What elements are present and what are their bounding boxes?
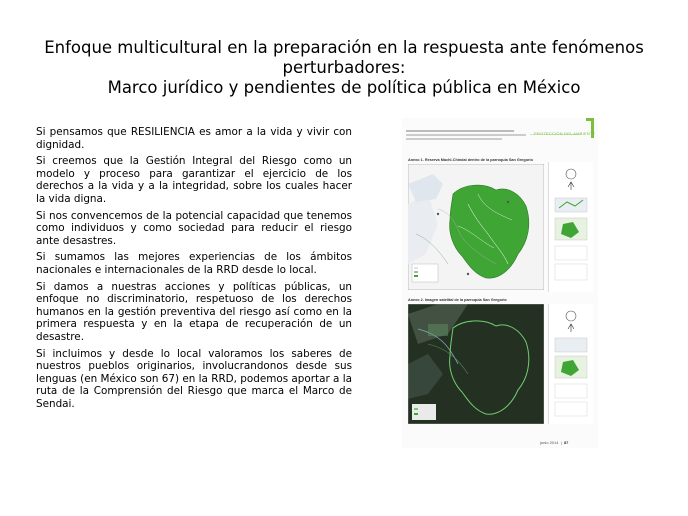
footer-date: junio 2014 [540,440,559,445]
figure-header-text [406,130,526,142]
section-label: PROTECCIÓN DEL AMBIENTE [534,131,596,136]
paragraph: Si pensamos que RESILIENCIA es amor a la vida y vivir con dignidad. [36,126,352,151]
paragraph: Si creemos que la Gestión Integral del Riesgo como un modelo y proceso para garantizar el ejercicio de los derechos a la vida y a la integridad, sobre los cuales hacer la vida digna. [36,155,352,205]
paragraph: Si damos a nuestras acciones y políticas públicas, un enfoque no discriminatorio, respetuoso de los derechos humanos en la gestión preventiva del riesgo así como en la primera respuesta y en la etapa de recuperación de un desastre. [36,280,352,343]
footer-page-number: 87 [563,440,569,445]
satellite-map [408,304,544,424]
map2-caption: Anexo 2. Imagen satelital de la parroquia San Gregorio [408,298,507,302]
map2-legend-panel [548,304,593,424]
map1-legend-panel [548,162,593,292]
paragraph: Si nos convencemos de la potencial capacidad que tenemos como individuos y como sociedad para reducir el riesgo ante desastres. [36,209,352,247]
title-line-1: Enfoque multicultural en la preparación en la respuesta ante fenómenos [44,38,644,57]
map1-caption: Anexo 1. Reserva Machi-Chindal dentro de la parroquia San Gregorio [408,158,533,162]
reserve-map [408,164,544,290]
figure-footer: junio 2014 | 87 [540,440,569,445]
body-text [36,126,352,414]
title-line-3: Marco jurídico y pendientes de política pública en México [107,78,581,97]
title-line-2: perturbadores: [282,58,406,77]
slide-title [40,38,648,98]
paragraph: Si incluimos y desde lo local valoramos los saberes de nuestros pueblos originarios, involucrandonos desde sus lenguas (en México son 67) en la RRD, podemos aportar a la ruta de la Comprensión del Riesgo que marca el Marco de Sendai. [36,347,352,410]
paragraph: Si sumamos las mejores experiencias de los ámbitos nacionales e internacionales de la RRD desde lo local. [36,251,352,276]
map-figure [402,118,598,448]
